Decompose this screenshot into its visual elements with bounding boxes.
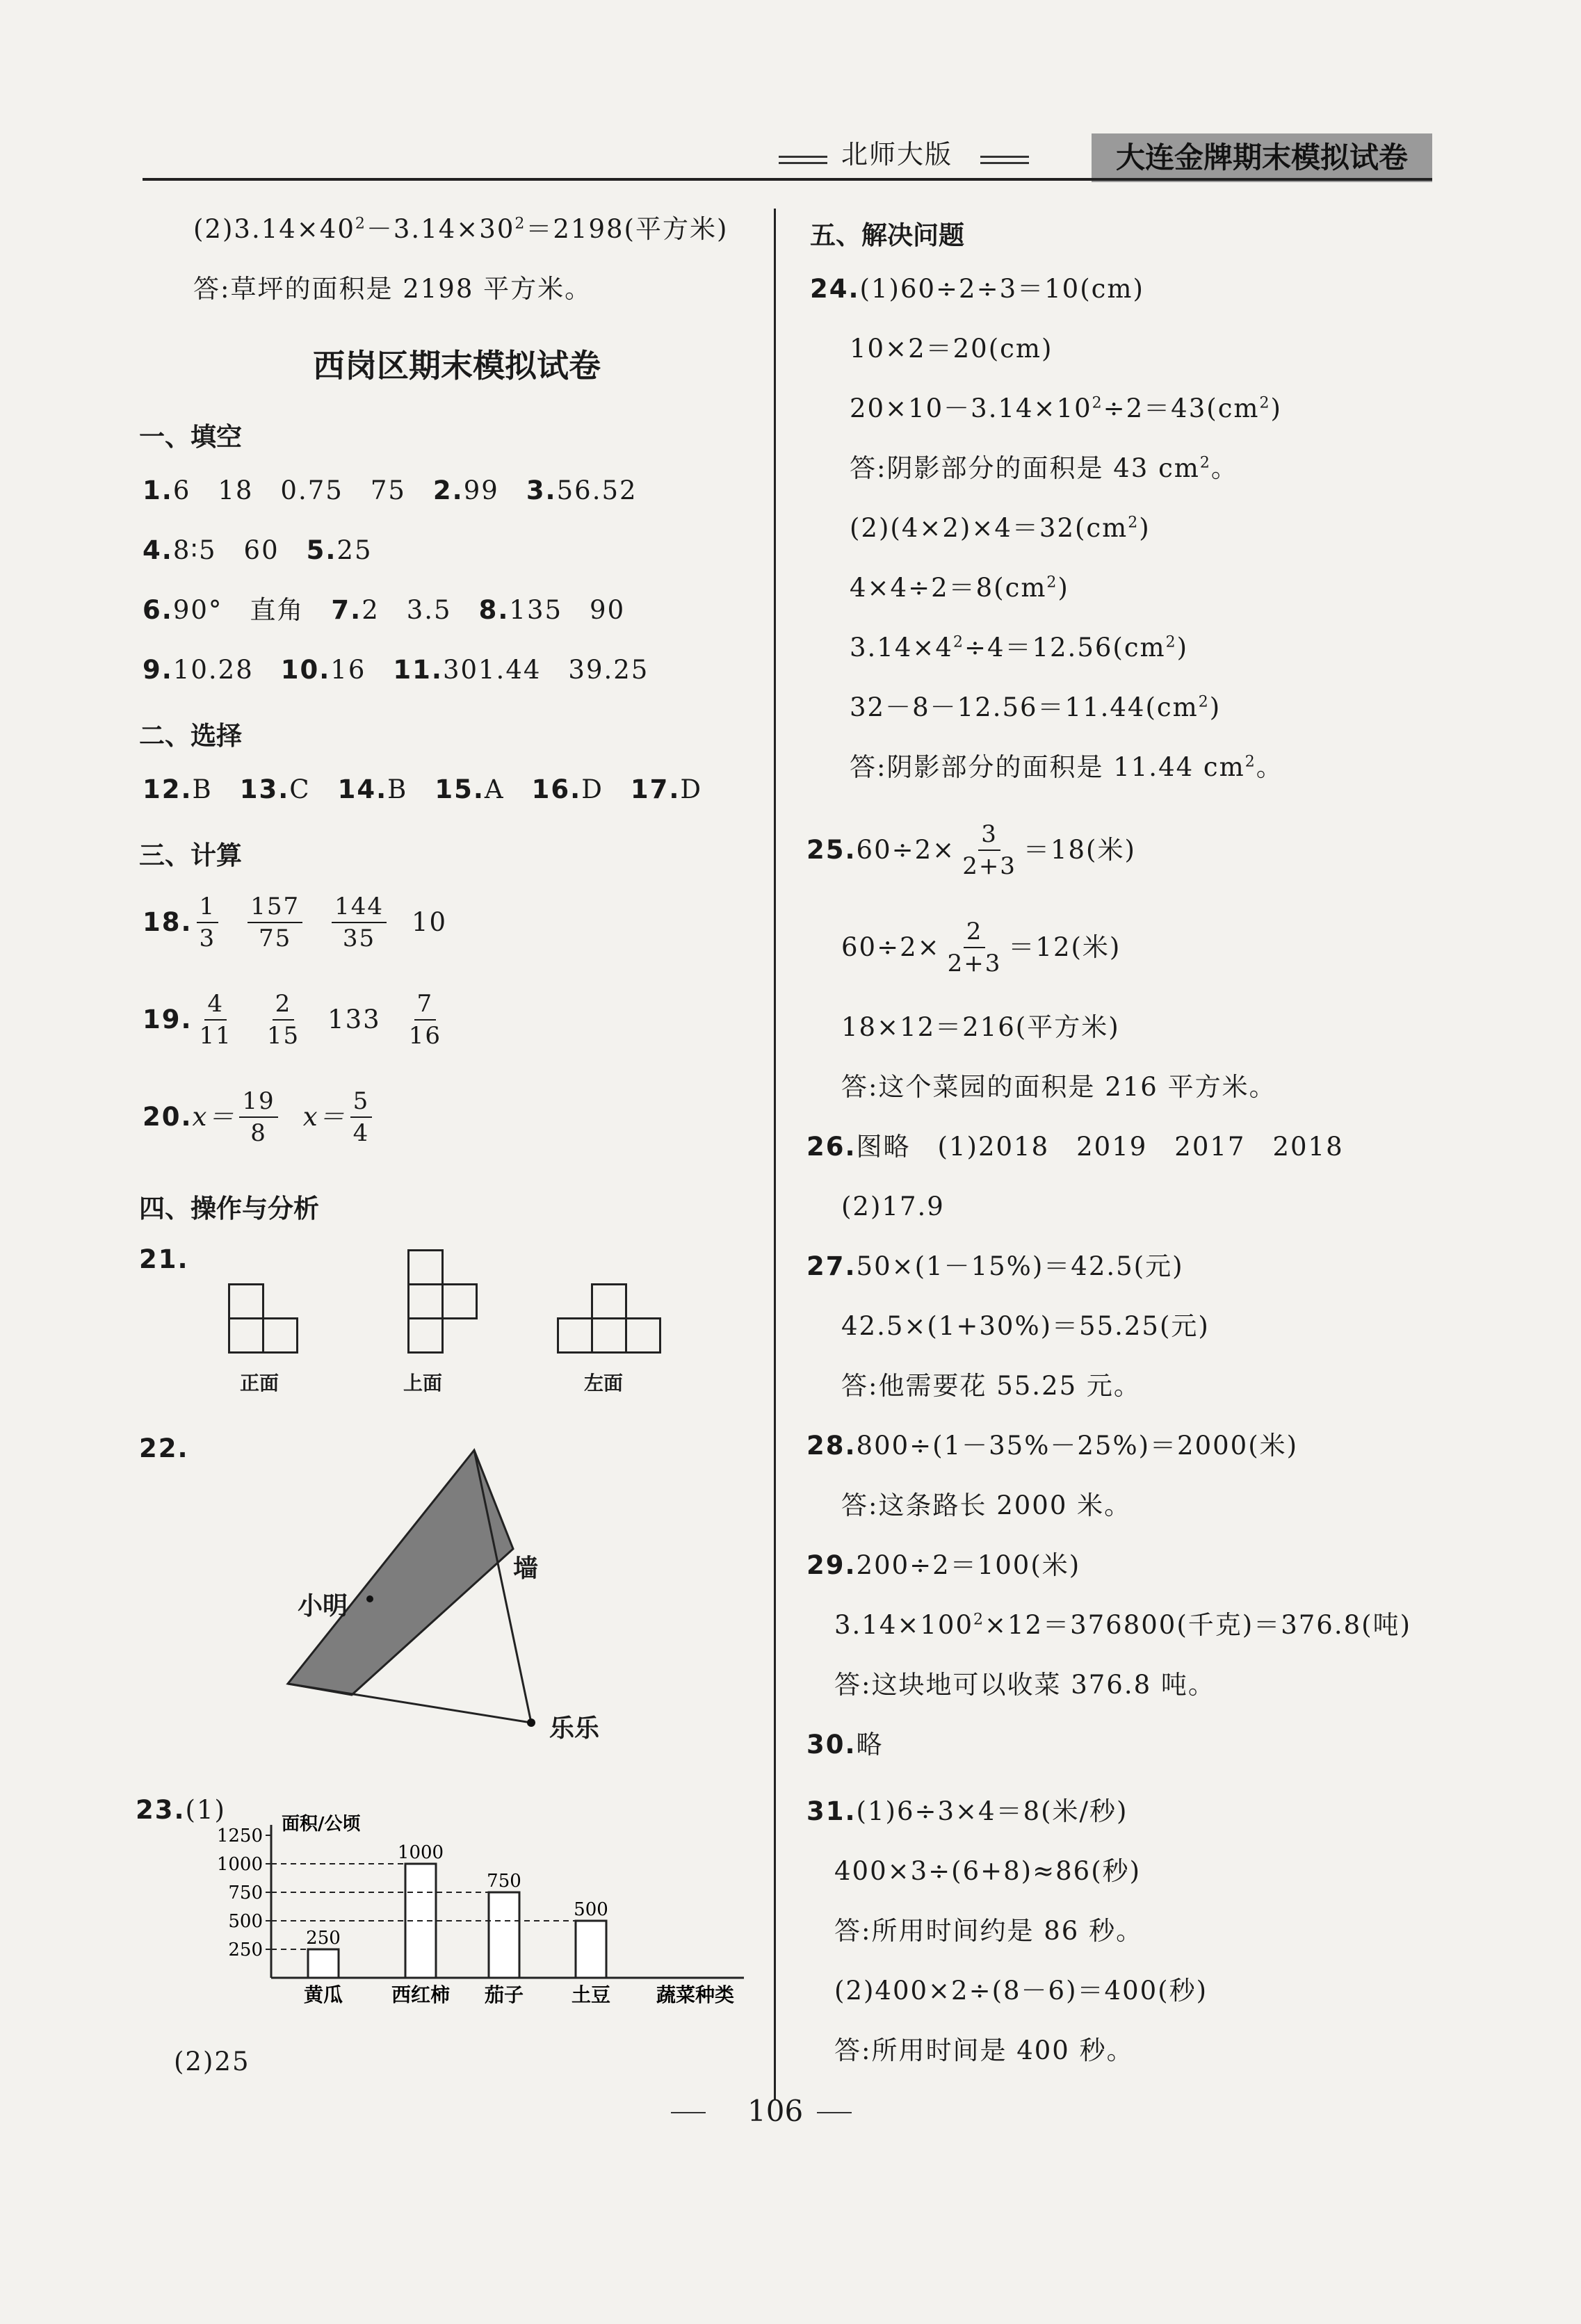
text: 。 (1256, 752, 1283, 782)
q-num: 17. (630, 774, 681, 804)
fraction (248, 891, 302, 954)
bar-value-label: 1000 (397, 1842, 444, 1863)
q-num: 19. (143, 1005, 193, 1034)
equation-lhs: x＝ (192, 1102, 236, 1132)
category-label: 黄瓜 (303, 1983, 343, 2006)
q22-diagram (278, 1439, 570, 1731)
answer: 200÷2＝100(米) (856, 1550, 1081, 1580)
q-num: 14. (337, 774, 388, 804)
text: (2)3.14×40 (193, 214, 355, 244)
q-num: 20. (143, 1102, 193, 1132)
fraction (264, 989, 302, 1051)
q-num: 4. (143, 535, 173, 565)
denominator: 16 (408, 1022, 441, 1050)
text: 60÷2× (841, 932, 941, 962)
left-line-1 (193, 214, 728, 245)
bar-茄子 (489, 1892, 519, 1978)
q-num: 24. (810, 274, 860, 304)
r-line-4 (850, 453, 1238, 484)
header-rule (143, 178, 1432, 181)
q-num: 10. (280, 655, 331, 685)
q-num: 2. (432, 476, 464, 505)
r-line-3 (850, 393, 1282, 424)
q18-row (143, 891, 447, 954)
answer: C (289, 774, 338, 804)
numerator: 19 (239, 1086, 277, 1118)
column-divider (774, 209, 776, 2099)
series-banner: 大连金牌期末模拟试卷 (1092, 133, 1432, 182)
r-line-9 (850, 752, 1283, 783)
text: 答:阴影部分的面积是 43 cm (850, 453, 1200, 483)
xiaoming-point (366, 1595, 373, 1602)
bar-土豆 (576, 1921, 606, 1978)
denominator: 2+3 (947, 950, 1002, 977)
part: (1) (185, 1795, 226, 1825)
numerator: 4 (204, 989, 227, 1021)
r-line-6 (850, 573, 1069, 603)
q26-line (806, 1132, 1344, 1162)
r-line-5 (850, 513, 1151, 544)
x-axis-label: 蔬菜种类 (656, 1983, 735, 2006)
text: ) (1270, 393, 1282, 423)
numerator: 5 (350, 1086, 373, 1118)
q-num: 27. (806, 1251, 857, 1281)
text: ＝2198(平方米) (526, 214, 729, 244)
numerator: 7 (414, 989, 437, 1021)
category-label: 土豆 (571, 1983, 611, 2006)
numerator: 3 (978, 819, 1000, 851)
denominator: 8 (250, 1119, 267, 1147)
denominator: 2+3 (962, 852, 1016, 880)
q-num: 16. (531, 774, 582, 804)
r-line-27: 答:所用时间约是 86 秒。 (834, 1916, 1144, 1946)
sight-line (288, 1684, 531, 1723)
q-num: 15. (435, 774, 485, 804)
lele-point (527, 1718, 535, 1727)
text: ＝12(米) (1008, 932, 1121, 962)
answer: 略 (856, 1730, 884, 1760)
numerator: 1 (197, 891, 219, 923)
text: 32－8－12.56＝11.44(cm (850, 692, 1199, 722)
denominator: 4 (352, 1119, 370, 1147)
answer: 8∶5 60 (172, 535, 307, 565)
answer: B (387, 774, 435, 804)
category-label: 西红柿 (391, 1983, 451, 2006)
y-axis-label: 面积/公顷 (282, 1814, 361, 1835)
q22-label: 22. (139, 1433, 189, 1463)
answer: 50×(1－15%)＝42.5(元) (856, 1251, 1184, 1281)
denominator: 35 (342, 925, 376, 952)
answer: 133 (327, 1005, 381, 1034)
text: 3.14×4 (850, 633, 953, 663)
text: ) (1139, 513, 1151, 543)
sup: 2 (1165, 633, 1177, 651)
r-line-8 (850, 692, 1221, 723)
text: 3.14×100 (834, 1610, 974, 1640)
answer: (1)6÷3×4＝8(米/秒) (856, 1796, 1128, 1826)
bar-value-label: 250 (306, 1928, 341, 1949)
q24-line (810, 274, 1144, 304)
q28-line (806, 1431, 1298, 1461)
answer: 25 (337, 535, 373, 565)
r-line-29: 答:所用时间是 400 秒。 (834, 2035, 1134, 2065)
q-num: 13. (239, 774, 290, 804)
header-dashes-right (980, 156, 1029, 164)
denominator: 3 (199, 925, 216, 952)
sup: 2 (1244, 753, 1256, 771)
r-line-2: 10×2＝20(cm) (850, 334, 1053, 364)
answer: D (680, 774, 703, 804)
q-num: 3. (526, 476, 557, 505)
q-num: 1. (143, 476, 173, 505)
answer: 56.52 (556, 476, 638, 505)
heading-operate: 四、操作与分析 (139, 1194, 319, 1224)
label-lele: 乐乐 (549, 1714, 600, 1743)
category-label: 茄子 (484, 1983, 524, 2006)
q-num: 18. (143, 907, 193, 937)
label-wall: 墙 (513, 1554, 539, 1583)
numerator: 2 (964, 916, 986, 948)
text: 20×10－3.14×10 (850, 393, 1092, 423)
q4-row (143, 535, 373, 566)
cube-square (228, 1317, 264, 1354)
r-line-22 (834, 1610, 1411, 1641)
heading-fill-blank: 一、填空 (139, 422, 242, 452)
text: 60÷2× (856, 835, 956, 865)
answer: 135 90 (509, 595, 626, 625)
cube-square (591, 1283, 627, 1319)
text: －3.14×30 (366, 214, 515, 244)
q-num: 5. (306, 535, 337, 565)
q9-row (143, 655, 649, 685)
q29-line (806, 1550, 1080, 1581)
bar-chart (209, 1807, 765, 2016)
q25-line-2 (841, 916, 1121, 979)
text: ) (1057, 573, 1069, 603)
q31-line (806, 1796, 1128, 1827)
denominator: 15 (266, 1022, 300, 1050)
equation-lhs: x＝ (302, 1102, 346, 1132)
text: (2)(4×2)×4＝32(cm (850, 513, 1128, 543)
answer: 6 18 0.75 75 (172, 476, 433, 505)
fraction (332, 891, 387, 954)
fraction (350, 1086, 373, 1148)
blind-zone (288, 1450, 513, 1695)
answer: 图略 (1)2018 2019 2017 2018 (856, 1132, 1344, 1162)
r-line-28: (2)400×2÷(8－6)＝400(秒) (834, 1976, 1208, 2006)
sup: 2 (1046, 574, 1058, 592)
q-num: 30. (806, 1730, 857, 1760)
section-title: 西岗区期末模拟试卷 (313, 347, 601, 384)
q19-row (143, 989, 448, 1051)
answer: 301.44 39.25 (442, 655, 649, 685)
q-num: 7. (331, 595, 362, 625)
answer: (1)60÷2÷3＝10(cm) (859, 274, 1144, 304)
sup: 2 (952, 633, 964, 651)
fraction (197, 891, 219, 954)
answer: 10.28 (172, 655, 281, 685)
r-line-15: (2)17.9 (841, 1192, 945, 1221)
q-num: 12. (143, 774, 193, 804)
numerator: 2 (273, 989, 295, 1021)
q12-row (143, 774, 702, 805)
header-dashes-left (779, 156, 827, 164)
y-tick-label: 500 (228, 1911, 263, 1932)
top-view-label: 上面 (403, 1372, 443, 1395)
cube-square (228, 1283, 264, 1319)
q25-line-1 (806, 819, 1136, 881)
y-tick-label: 250 (228, 1940, 263, 1960)
cube-square (262, 1317, 298, 1354)
front-view-label: 正面 (240, 1372, 279, 1395)
q-num: 31. (806, 1796, 857, 1826)
numerator: 157 (248, 891, 302, 923)
r-line-13: 答:这个菜园的面积是 216 平方米。 (841, 1072, 1276, 1102)
cube-square (557, 1317, 593, 1354)
answer: 99 (463, 476, 526, 505)
text: 答:阴影部分的面积是 11.44 cm (850, 752, 1245, 782)
wall-line (474, 1450, 531, 1723)
text: ＝18(米) (1023, 835, 1136, 865)
footer-dash-left (671, 2112, 706, 2113)
bar-value-label: 500 (574, 1899, 608, 1920)
answer: 16 (330, 655, 394, 685)
q-num: 25. (806, 835, 857, 865)
sup: 2 (355, 215, 366, 233)
y-tick-label: 1000 (216, 1854, 263, 1875)
fraction (197, 989, 235, 1051)
denominator: 11 (199, 1022, 232, 1050)
heading-solve: 五、解决问题 (810, 220, 964, 250)
footer-dash-right (817, 2112, 852, 2113)
cube-square (441, 1283, 478, 1319)
r-line-7 (850, 633, 1188, 663)
q20-row (143, 1086, 376, 1148)
q27-line (806, 1251, 1184, 1282)
sup: 2 (1128, 514, 1140, 532)
q-num: 8. (478, 595, 510, 625)
q1-row (143, 476, 638, 506)
sup: 2 (1259, 394, 1271, 412)
q-num: 6. (143, 595, 173, 625)
text: 。 (1210, 453, 1238, 483)
left-line-2: 答:草坪的面积是 2198 平方米。 (193, 274, 592, 304)
q6-row (143, 595, 625, 626)
r-line-26: 400×3÷(6+8)≈86(秒) (834, 1856, 1142, 1886)
r-line-17: 42.5×(1+30%)＝55.25(元) (841, 1311, 1210, 1341)
left-view-label: 左面 (584, 1372, 624, 1395)
q21-label: 21. (139, 1244, 189, 1274)
r-line-12: 18×12＝216(平方米) (841, 1012, 1120, 1042)
heading-calc: 三、计算 (139, 840, 242, 870)
sup: 2 (1199, 454, 1211, 472)
answer: D (581, 774, 631, 804)
q-num: 23. (136, 1795, 186, 1825)
bar-value-label: 750 (487, 1871, 521, 1892)
bar-黄瓜 (308, 1949, 339, 1978)
q-num: 26. (806, 1132, 857, 1162)
answer: 2 3.5 (362, 595, 479, 625)
answer: A (484, 774, 532, 804)
edition-label: 北师大版 (841, 139, 953, 170)
text: ) (1209, 692, 1222, 722)
r-line-23: 答:这块地可以收菜 376.8 吨。 (834, 1670, 1215, 1700)
cube-square (407, 1283, 444, 1319)
fraction (239, 1086, 277, 1148)
label-xiaoming: 小明 (298, 1592, 348, 1620)
q-num: 29. (806, 1550, 857, 1580)
q-num: 28. (806, 1431, 857, 1461)
r-line-20: 答:这条路长 2000 米。 (841, 1490, 1132, 1520)
cube-square (407, 1249, 444, 1285)
sup: 2 (973, 1611, 985, 1629)
page-number: 106 (747, 2094, 804, 2128)
q30-line (806, 1730, 884, 1760)
fraction (406, 989, 444, 1051)
answer: 90° 直角 (172, 595, 332, 625)
text: ×12＝376800(千克)＝376.8(吨) (984, 1610, 1412, 1640)
cube-square (591, 1317, 627, 1354)
numerator: 144 (332, 891, 387, 923)
cube-square (407, 1317, 444, 1354)
y-tick-label: 750 (228, 1883, 263, 1903)
cube-square (625, 1317, 661, 1354)
answer: 10 (412, 907, 448, 937)
fraction (945, 916, 1005, 979)
sup: 2 (1198, 693, 1210, 711)
sup: 2 (1092, 394, 1103, 412)
q23-part2: (2)25 (174, 2047, 250, 2077)
q-num: 11. (393, 655, 443, 685)
answer: 800÷(1－35%－25%)＝2000(米) (856, 1431, 1299, 1461)
text: 4×4÷2＝8(cm (850, 573, 1047, 603)
answer: B (192, 774, 240, 804)
text: ÷4＝12.56(cm (964, 633, 1166, 663)
text: ) (1176, 633, 1189, 663)
denominator: 75 (259, 925, 292, 952)
heading-choice: 二、选择 (139, 721, 242, 751)
fraction (959, 819, 1019, 881)
text: ÷2＝43(cm (1103, 393, 1260, 423)
y-tick-label: 1250 (216, 1826, 263, 1846)
r-line-18: 答:他需要花 55.25 元。 (841, 1371, 1141, 1401)
sup: 2 (514, 215, 526, 233)
q-num: 9. (143, 655, 173, 685)
